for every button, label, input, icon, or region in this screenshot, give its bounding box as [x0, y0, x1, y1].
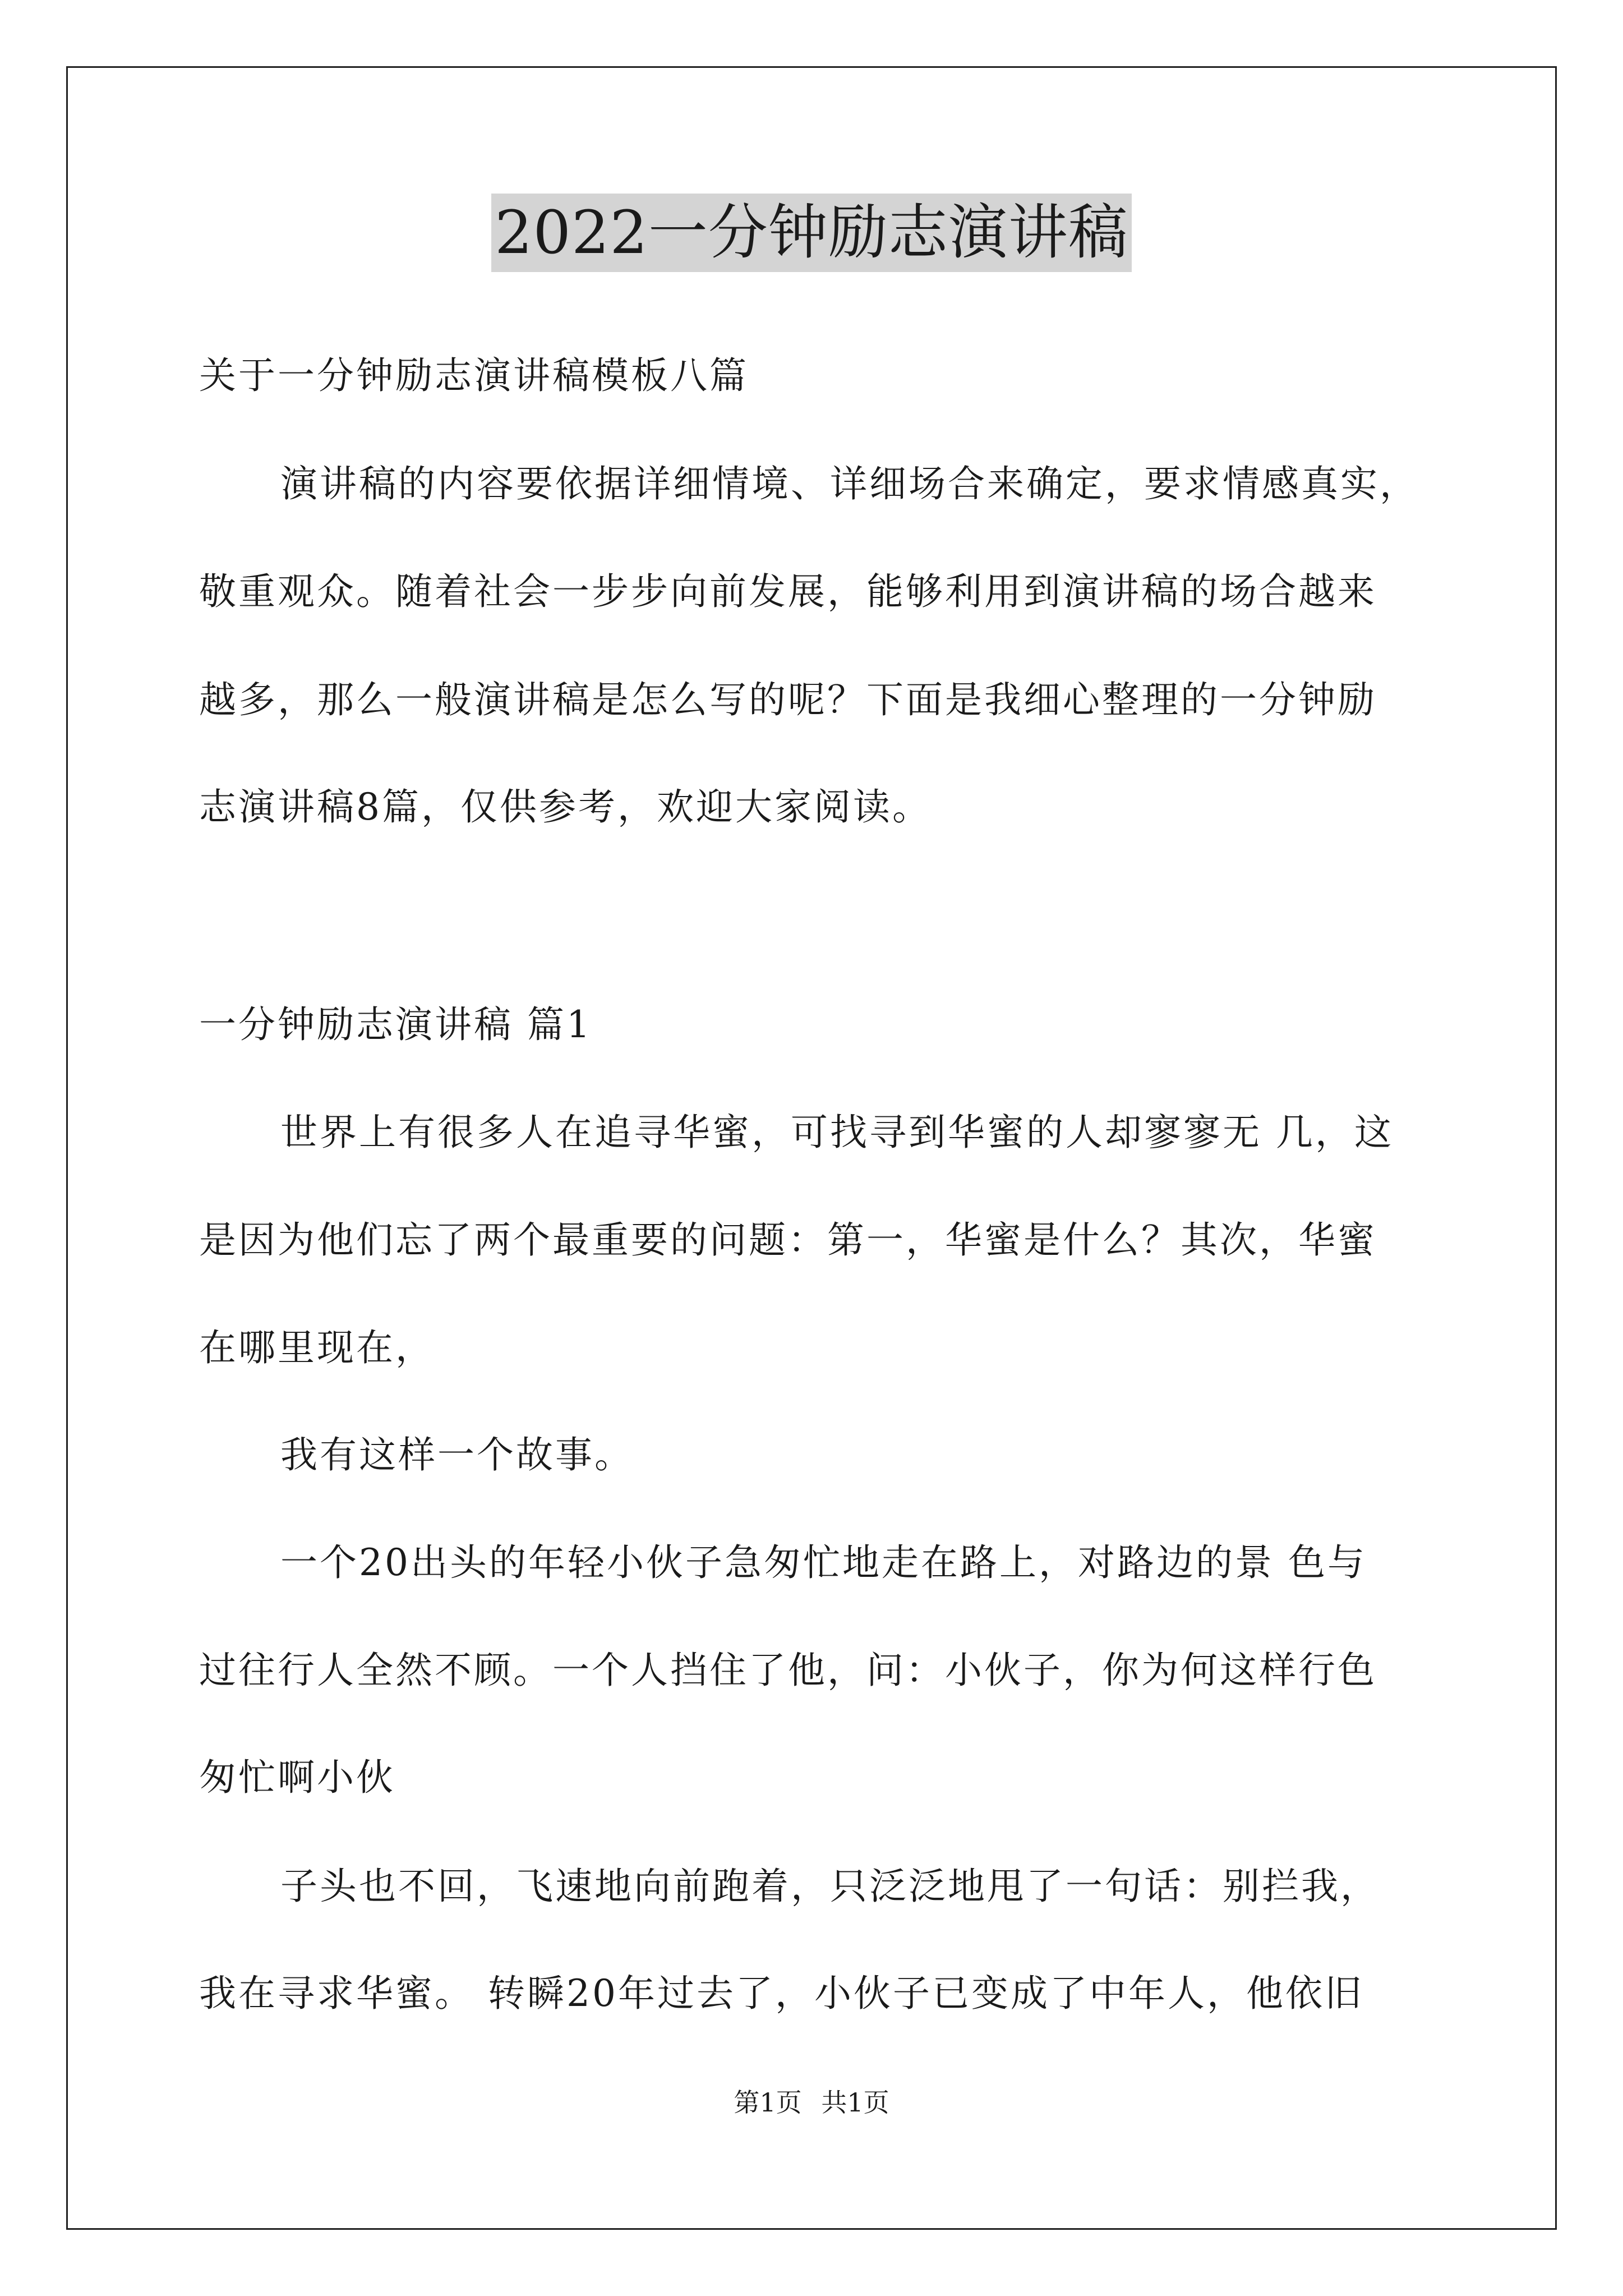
section-heading: 一分钟励志演讲稿 篇1 — [199, 1003, 592, 1046]
document-title: 2022一分钟励志演讲稿 — [491, 194, 1132, 272]
document-subtitle: 关于一分钟励志演讲稿模板八篇 — [199, 354, 749, 397]
intro-line: 越多，那么一般演讲稿是怎么写的呢？下面是我细心整理的一分钟励 — [199, 678, 1377, 721]
intro-line: 敬重观众。随着社会一步步向前发展，能够利用到演讲稿的场合越来 — [199, 570, 1377, 613]
page-number: 第1页 — [734, 2087, 802, 2118]
page-total: 共1页 — [821, 2087, 889, 2118]
body-line: 子头也不回，飞速地向前跑着，只泛泛地甩了一句话：别拦我， — [280, 1865, 1380, 1908]
body-line: 过往行人全然不顾。一个人挡住了他，问：小伙子，你为何这样行色 — [199, 1649, 1377, 1692]
intro-line: 演讲稿的内容要依据详细情境、详细场合来确定，要求情感真实， — [280, 462, 1419, 505]
title-block — [0, 194, 1623, 272]
body-line: 我在寻求华蜜。 转瞬20年过去了，小伙子已变成了中年人，他依旧 — [199, 1972, 1364, 2015]
body-line: 世界上有很多人在追寻华蜜，可找寻到华蜜的人却寥寥无 几，这 — [280, 1111, 1394, 1154]
body-line: 匆忙啊小伙 — [199, 1756, 395, 1799]
body-line: 是因为他们忘了两个最重要的问题：第一，华蜜是什么？其次，华蜜 — [199, 1218, 1377, 1262]
body-line: 一个20出头的年轻小伙子急匆忙地走在路上，对路边的景 色与 — [280, 1541, 1367, 1584]
intro-line: 志演讲稿8篇，仅供参考，欢迎大家阅读。 — [199, 785, 932, 829]
body-line: 在哪里现在， — [199, 1326, 435, 1369]
page-footer — [0, 2086, 1623, 2119]
body-line: 我有这样一个故事。 — [280, 1433, 634, 1476]
